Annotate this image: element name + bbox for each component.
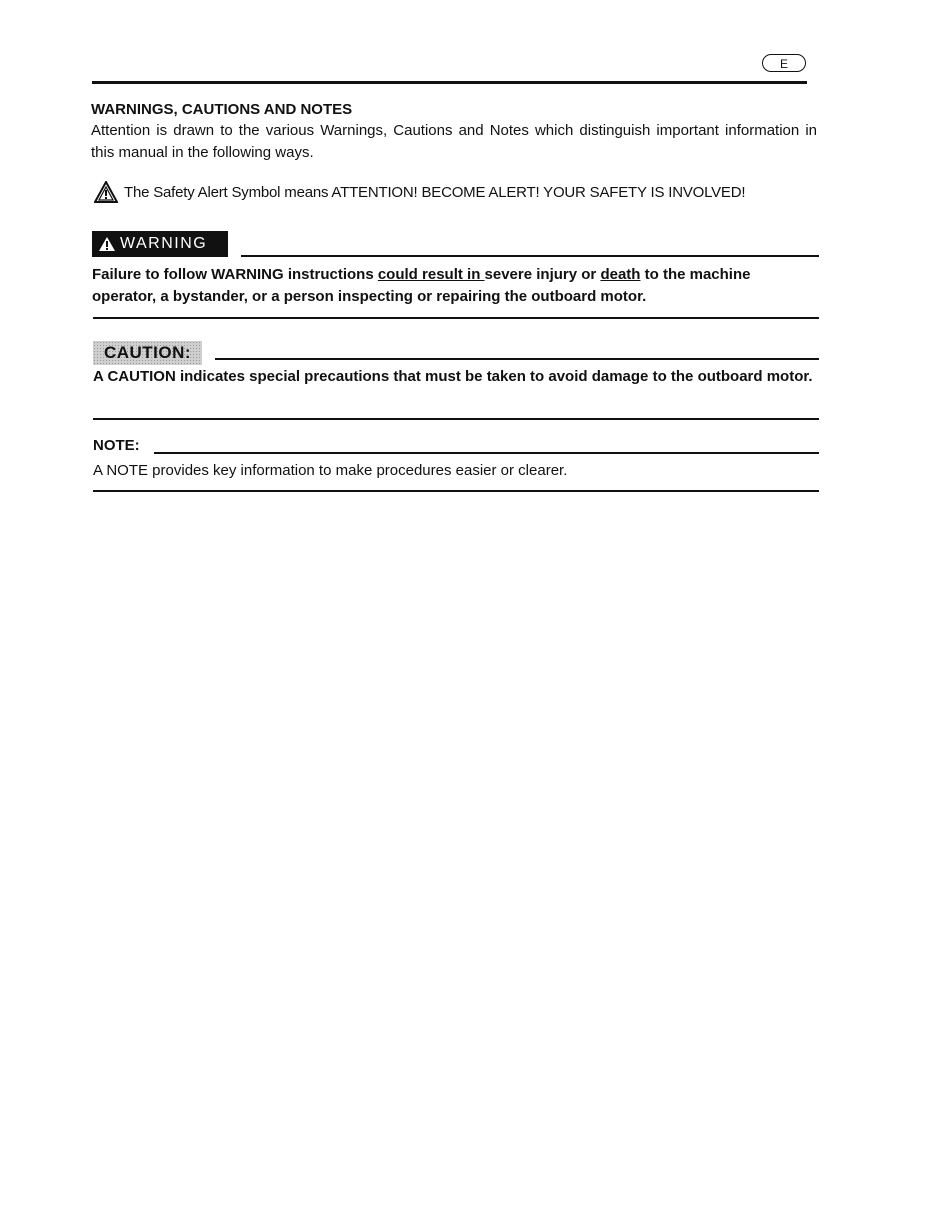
- warning-text: severe injury or: [484, 266, 601, 283]
- caution-rule: [215, 358, 819, 360]
- warning-text: to the machine: [640, 266, 751, 283]
- safety-alert-line: [94, 181, 820, 205]
- warning-underlined-text: death: [600, 266, 641, 283]
- warning-rule: [241, 255, 819, 257]
- warning-text: Failure to follow WARNING instructions: [92, 266, 378, 283]
- caution-end-rule: [93, 418, 819, 420]
- warning-body: [92, 264, 820, 308]
- section-heading: WARNINGS, CAUTIONS AND NOTES: [91, 101, 353, 118]
- note-body: A NOTE provides key information to make procedures easier or clearer.: [93, 462, 568, 479]
- warning-text: operator, a bystander, or a person inspecting or repairing the outboard motor.: [92, 288, 647, 305]
- header-rule: [92, 81, 807, 84]
- language-badge: E: [762, 54, 806, 72]
- note-rule: [154, 452, 819, 454]
- warning-triangle-icon: [98, 236, 116, 252]
- warning-underlined-text: could result in: [377, 266, 485, 283]
- warning-label-text: WARNING: [120, 235, 208, 252]
- note-end-rule: [93, 490, 819, 492]
- intro-paragraph: Attention is drawn to the various Warnings, Cautions and Notes which distinguish important information in this manual in the following ways.: [91, 122, 817, 161]
- warning-end-rule: [93, 317, 819, 319]
- warning-label: [92, 231, 228, 257]
- safety-alert-text: The Safety Alert Symbol means ATTENTION! BECOME ALERT! YOUR SAFETY IS INVOLVED!: [124, 184, 746, 201]
- caution-label: CAUTION:: [93, 341, 202, 365]
- warning-triangle-icon: [94, 181, 118, 203]
- note-label: NOTE:: [93, 437, 140, 454]
- caution-body: A CAUTION indicates special precautions that must be taken to avoid damage to the outboard motor.: [93, 368, 813, 385]
